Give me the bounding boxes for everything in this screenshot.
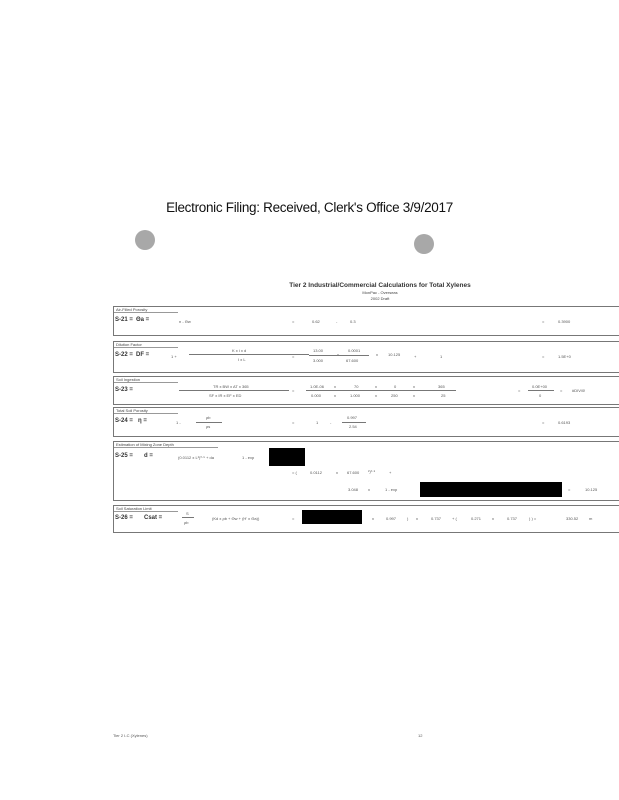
section-header: Total Soil Porosity: [114, 408, 178, 414]
value: 0: [394, 384, 397, 389]
value: 1: [316, 420, 319, 425]
section-header: Air-Filled Porosity: [114, 307, 178, 313]
value: 0.737: [507, 516, 518, 521]
equals-sign: =: [292, 388, 295, 393]
section-header: Dilution Factor: [114, 342, 178, 348]
operator: +: [389, 470, 392, 475]
fraction-line: [309, 355, 369, 356]
operator: ): [407, 516, 409, 521]
equation-lhs: DF =: [136, 352, 150, 358]
value: 25: [441, 393, 446, 398]
section-air-filled-porosity: [113, 306, 619, 336]
fraction-denominator: ρs: [206, 424, 211, 429]
fraction-line: [182, 517, 194, 518]
value: 1.000: [350, 393, 361, 398]
fraction-line: [306, 390, 456, 391]
value: 0.997: [386, 516, 397, 521]
operator: x: [416, 516, 418, 521]
fraction-numerator: K x i x d: [232, 348, 247, 353]
equation-label: S-26 =: [115, 515, 133, 521]
redaction-box: [420, 482, 562, 497]
value: 3.000: [313, 358, 324, 363]
result-value: #DIV/0!: [572, 388, 586, 393]
operator: x: [376, 352, 378, 357]
section-soil-saturation-limit: [113, 505, 619, 533]
operator: x: [334, 393, 336, 398]
filing-stamp: Electronic Filing: Received, Clerk's Office 3/9/2017: [166, 200, 453, 215]
equals-sign: = (: [292, 470, 297, 475]
equation-lhs: Θa =: [136, 317, 150, 323]
equals-sign: =: [292, 420, 295, 425]
equals-sign: =: [292, 354, 295, 359]
fraction-denominator: ρb: [184, 520, 189, 525]
document-title: Tier 2 Industrial/Commercial Calculations for Total Xylenes: [289, 282, 471, 289]
document-subtitle: MonPac - Overseas: [362, 290, 398, 295]
operator: + (: [452, 516, 457, 521]
value: 0.0112: [310, 470, 322, 475]
document-date: 2002 Draft: [370, 296, 390, 301]
result-equals: =: [568, 487, 571, 492]
value: 365: [438, 384, 445, 389]
value: 1.0E-06: [310, 384, 325, 389]
value: 0: [539, 393, 542, 398]
footer-label: Tier 2 I-C (Xylenes): [113, 733, 148, 738]
value: 1: [440, 354, 443, 359]
operator: x: [336, 470, 338, 475]
operator: x: [372, 516, 374, 521]
result-value: 0.6193: [558, 420, 571, 425]
redaction-box: [269, 448, 305, 466]
constant: 1 -: [176, 420, 181, 425]
result-equals: =: [560, 388, 563, 393]
fraction-numerator: TR x BW x AT x 365: [213, 384, 249, 389]
operator: x: [413, 393, 415, 398]
equation-label: S-25 =: [115, 453, 133, 459]
operator: x: [375, 384, 377, 389]
fraction-line: [179, 390, 289, 391]
operator: -: [336, 319, 338, 324]
equation-expression: 1 - exp: [242, 455, 255, 460]
result-equals: =: [542, 420, 545, 425]
value: 0.0001: [348, 348, 361, 353]
fraction-line: [528, 390, 554, 391]
operator: +: [414, 354, 417, 359]
section-soil-ingestion: [113, 376, 619, 405]
equation-label: S-21 =: [115, 317, 133, 323]
result-equals: =: [542, 354, 545, 359]
operator: x: [368, 487, 370, 492]
equation-label: S-24 =: [115, 418, 133, 424]
result-value: 0.3900: [558, 319, 571, 324]
value: 2.54: [349, 424, 357, 429]
value: 3.048: [348, 487, 359, 492]
value: 70: [354, 384, 359, 389]
closing-expression: ) ) =: [529, 516, 537, 521]
fraction-denominator: SF x IR x EF x ED: [209, 393, 242, 398]
fraction-line: [189, 354, 309, 355]
constant: 1 +: [171, 354, 177, 359]
operator: x: [337, 352, 339, 357]
equals-sign: =: [292, 319, 295, 324]
equation-label: S-23 =: [115, 387, 133, 393]
section-mixing-zone-depth: [113, 441, 619, 501]
operator: x: [375, 393, 377, 398]
equation-lhs: Csat =: [144, 515, 163, 521]
equals-sign: =: [292, 516, 295, 521]
section-header: Estimation of Mixing Zone Depth: [114, 442, 218, 448]
equation-label: S-22 =: [115, 352, 133, 358]
result-value: 10.125: [585, 487, 598, 492]
result-value: 1.5E+0: [558, 354, 571, 359]
equation-lhs: d =: [144, 453, 153, 459]
punch-hole-right: [414, 234, 434, 254]
fraction-line: [196, 422, 222, 423]
value: 67.600: [347, 470, 360, 475]
value: 13.00: [313, 348, 324, 353]
operator: -: [330, 420, 332, 425]
result-value: 330.52: [566, 516, 579, 521]
value: 250: [391, 393, 398, 398]
fraction-denominator: I x L: [238, 357, 246, 362]
value: 0.000: [311, 393, 322, 398]
fraction-line: [342, 422, 366, 423]
section-header: Soil Saturation Limit: [114, 506, 178, 512]
value: 67.600: [346, 358, 359, 363]
redaction-box: [302, 510, 362, 524]
equation-expression: (Kd x ρb + Θw + (H' x Θa)): [212, 516, 260, 521]
section-header: Soil Ingestion: [114, 377, 178, 383]
result-equals: =: [542, 319, 545, 324]
section-dilution-factor: [113, 341, 619, 373]
equation-lhs: η =: [138, 418, 147, 424]
value: 0.997: [347, 415, 358, 420]
value: 0.62: [312, 319, 320, 324]
value: 10.125: [388, 352, 401, 357]
fraction-numerator: S: [186, 511, 189, 516]
value: 0.271: [471, 516, 482, 521]
result-unit: m: [589, 516, 593, 521]
page-number: 12: [418, 733, 423, 738]
operator: x: [413, 384, 415, 389]
punch-hole-left: [135, 230, 155, 250]
equals-sign: =: [518, 388, 521, 393]
operator: x: [492, 516, 494, 521]
equation-expression: n - Θw: [179, 319, 191, 324]
value: 0.737: [431, 516, 442, 521]
equation-expression: (0.0112 x L²)⁰·⁵ + da: [178, 455, 214, 460]
fraction-numerator: ρb: [206, 415, 211, 420]
exponent: ²)⁰·⁵: [368, 469, 376, 474]
equation-expression: 1 - exp: [385, 487, 398, 492]
section-total-soil-porosity: [113, 407, 619, 437]
operator: x: [334, 384, 336, 389]
value: 0.3: [350, 319, 356, 324]
value: 0.0E+00: [532, 384, 548, 389]
